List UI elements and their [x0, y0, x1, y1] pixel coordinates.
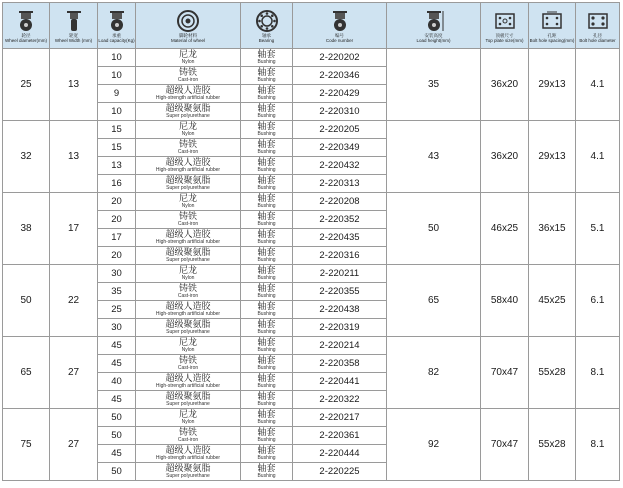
bearing-cell	[241, 337, 293, 355]
bearing-zh: 轴套	[257, 157, 276, 167]
table-row	[3, 265, 620, 283]
material-en: High-strength artificial rubber	[155, 455, 221, 461]
material-zh: 超级聚氨脂	[165, 175, 211, 185]
bearing-cell	[241, 157, 293, 175]
load-capacity-cell: 50	[98, 463, 136, 481]
material-zh: 尼龙	[178, 337, 197, 347]
hole-diameter-cell: 6.1	[576, 265, 620, 337]
bearing-zh: 轴套	[257, 193, 276, 203]
bearing-zh: 轴套	[257, 445, 276, 455]
bearing-cell	[241, 427, 293, 445]
bearing-en: Bushing	[257, 293, 276, 299]
hole-spacing-cell: 29x13	[529, 121, 576, 193]
top-plate-size-cell: 36x20	[481, 49, 529, 121]
bearing-cell	[241, 67, 293, 85]
plate-size-icon	[493, 9, 517, 33]
material-cell	[136, 319, 241, 337]
load-capacity-cell: 16	[98, 175, 136, 193]
material-zh: 尼龙	[178, 409, 197, 419]
code-number-cell: 2-220352	[293, 211, 387, 229]
wheel-width-cell: 13	[50, 121, 98, 193]
table-row	[3, 193, 620, 211]
bearing-zh: 轴套	[257, 301, 276, 311]
material-cell	[136, 337, 241, 355]
code-number-cell: 2-220202	[293, 49, 387, 67]
wheel-width-cell: 17	[50, 193, 98, 265]
load-capacity-cell: 40	[98, 373, 136, 391]
material-en: High-strength artificial rubber	[155, 95, 221, 101]
material-zh: 超级聚氨脂	[165, 391, 211, 401]
material-cell	[136, 103, 241, 121]
code-number-cell: 2-220441	[293, 373, 387, 391]
wheel-width-cell: 22	[50, 265, 98, 337]
material-en: Cast-iron	[177, 365, 199, 371]
material-zh: 铸铁	[178, 427, 197, 437]
spec-body	[3, 49, 620, 481]
bearing-cell	[241, 229, 293, 247]
bearing-zh: 轴套	[257, 391, 276, 401]
bearing-zh: 轴套	[257, 463, 276, 473]
caster-load-icon	[105, 9, 129, 33]
material-zh: 尼龙	[178, 265, 197, 275]
load-capacity-cell: 10	[98, 67, 136, 85]
hole-diameter-cell: 4.1	[576, 49, 620, 121]
code-number-cell: 2-220438	[293, 301, 387, 319]
bearing-en: Bushing	[257, 77, 276, 83]
header-wheel-width: 轮宽 Wheel Width (mm)	[50, 3, 98, 49]
material-cell	[136, 85, 241, 103]
bearing-zh: 轴套	[257, 319, 276, 329]
top-plate-size-cell: 70x47	[481, 337, 529, 409]
caster-front-icon	[62, 9, 86, 33]
bearing-zh: 轴套	[257, 103, 276, 113]
material-en: High-strength artificial rubber	[155, 239, 221, 245]
material-zh: 铸铁	[178, 355, 197, 365]
bearing-en: Bushing	[257, 95, 276, 101]
header-load-capacity: 承重 Load capacity(Kg)	[98, 3, 136, 49]
material-en: Nylon	[181, 419, 195, 425]
hole-diameter-cell: 8.1	[576, 409, 620, 481]
caster-height-icon	[422, 9, 446, 33]
material-zh: 超级聚氨脂	[165, 247, 211, 257]
bearing-cell	[241, 265, 293, 283]
material-cell	[136, 355, 241, 373]
material-zh: 超级人造胶	[165, 229, 211, 239]
material-en: Nylon	[181, 59, 195, 65]
material-en: Nylon	[181, 347, 195, 353]
wheel-width-cell: 27	[50, 409, 98, 481]
load-capacity-cell: 17	[98, 229, 136, 247]
material-cell	[136, 463, 241, 481]
material-cell	[136, 391, 241, 409]
bearing-zh: 轴套	[257, 67, 276, 77]
bearing-zh: 轴套	[257, 409, 276, 419]
bearing-en: Bushing	[257, 437, 276, 443]
load-height-cell: 35	[387, 49, 481, 121]
hole-diameter-icon	[586, 9, 610, 33]
bearing-en: Bushing	[257, 149, 276, 155]
code-number-cell: 2-220316	[293, 247, 387, 265]
code-number-cell: 2-220310	[293, 103, 387, 121]
load-capacity-cell: 10	[98, 103, 136, 121]
header-top-plate-size: 顶板尺寸 Top plate size(mm)	[481, 3, 529, 49]
material-en: High-strength artificial rubber	[155, 311, 221, 317]
code-number-cell: 2-220346	[293, 67, 387, 85]
code-number-cell: 2-220214	[293, 337, 387, 355]
material-zh: 超级人造胶	[165, 157, 211, 167]
material-zh: 超级聚氨脂	[165, 319, 211, 329]
material-cell	[136, 121, 241, 139]
hole-diameter-cell: 5.1	[576, 193, 620, 265]
bearing-en: Bushing	[257, 329, 276, 335]
bearing-cell	[241, 301, 293, 319]
bearing-zh: 轴套	[257, 247, 276, 257]
bearing-zh: 轴套	[257, 121, 276, 131]
top-plate-size-cell: 70x47	[481, 409, 529, 481]
code-number-cell: 2-220319	[293, 319, 387, 337]
wheel-icon	[176, 9, 200, 33]
material-cell	[136, 301, 241, 319]
header-code-number: 编号 Code number	[293, 3, 387, 49]
bearing-en: Bushing	[257, 419, 276, 425]
material-cell	[136, 49, 241, 67]
material-cell	[136, 445, 241, 463]
load-height-cell: 82	[387, 337, 481, 409]
code-number-cell: 2-220349	[293, 139, 387, 157]
material-en: High-strength artificial rubber	[155, 383, 221, 389]
material-cell	[136, 247, 241, 265]
bearing-en: Bushing	[257, 347, 276, 353]
table-row	[3, 121, 620, 139]
bearing-zh: 轴套	[257, 373, 276, 383]
load-capacity-cell: 35	[98, 283, 136, 301]
material-zh: 铸铁	[178, 211, 197, 221]
load-capacity-cell: 45	[98, 355, 136, 373]
material-cell	[136, 409, 241, 427]
header-load-height: 安装高度 Load height(mm)	[387, 3, 481, 49]
material-zh: 超级人造胶	[165, 373, 211, 383]
bearing-en: Bushing	[257, 167, 276, 173]
material-zh: 尼龙	[178, 49, 197, 59]
load-capacity-cell: 20	[98, 211, 136, 229]
code-number-cell: 2-220211	[293, 265, 387, 283]
hole-spacing-cell: 29x13	[529, 49, 576, 121]
bearing-cell	[241, 445, 293, 463]
table-row	[3, 409, 620, 427]
material-zh: 超级聚氨脂	[165, 103, 211, 113]
top-plate-size-cell: 58x40	[481, 265, 529, 337]
load-height-cell: 92	[387, 409, 481, 481]
bearing-en: Bushing	[257, 239, 276, 245]
material-cell	[136, 373, 241, 391]
material-en: Super polyurethane	[166, 185, 210, 191]
code-number-cell: 2-220208	[293, 193, 387, 211]
material-cell	[136, 229, 241, 247]
bearing-en: Bushing	[257, 455, 276, 461]
load-height-cell: 65	[387, 265, 481, 337]
load-capacity-cell: 15	[98, 121, 136, 139]
bearing-en: Bushing	[257, 59, 276, 65]
material-zh: 超级聚氨脂	[165, 463, 211, 473]
bearing-cell	[241, 49, 293, 67]
load-height-cell: 43	[387, 121, 481, 193]
table-row	[3, 49, 620, 67]
hole-spacing-cell: 36x15	[529, 193, 576, 265]
code-number-cell: 2-220322	[293, 391, 387, 409]
code-number-cell: 2-220355	[293, 283, 387, 301]
material-cell	[136, 67, 241, 85]
bearing-cell	[241, 103, 293, 121]
wheel-width-cell: 13	[50, 49, 98, 121]
top-plate-size-cell: 36x20	[481, 121, 529, 193]
material-en: High-strength artificial rubber	[155, 167, 221, 173]
load-capacity-cell: 45	[98, 445, 136, 463]
material-cell	[136, 427, 241, 445]
hole-spacing-icon	[540, 9, 564, 33]
header-row	[3, 3, 620, 49]
bearing-en: Bushing	[257, 221, 276, 227]
caster-side-icon	[14, 9, 38, 33]
load-capacity-cell: 50	[98, 427, 136, 445]
load-capacity-cell: 50	[98, 409, 136, 427]
material-cell	[136, 139, 241, 157]
code-number-cell: 2-220205	[293, 121, 387, 139]
wheel-diameter-cell: 75	[3, 409, 50, 481]
code-number-cell: 2-220444	[293, 445, 387, 463]
bearing-cell	[241, 319, 293, 337]
material-zh: 尼龙	[178, 193, 197, 203]
bearing-icon	[255, 9, 279, 33]
load-capacity-cell: 10	[98, 49, 136, 67]
material-cell	[136, 283, 241, 301]
header-wheel-diameter: 轮径 Wheel diameter(mm)	[3, 3, 50, 49]
wheel-diameter-cell: 38	[3, 193, 50, 265]
material-en: Super polyurethane	[166, 329, 210, 335]
bearing-en: Bushing	[257, 131, 276, 137]
caster-code-icon	[328, 9, 352, 33]
table-row	[3, 337, 620, 355]
bearing-cell	[241, 211, 293, 229]
material-en: Cast-iron	[177, 437, 199, 443]
material-en: Super polyurethane	[166, 257, 210, 263]
material-en: Cast-iron	[177, 149, 199, 155]
material-en: Super polyurethane	[166, 401, 210, 407]
bearing-zh: 轴套	[257, 211, 276, 221]
material-zh: 尼龙	[178, 121, 197, 131]
load-height-cell: 50	[387, 193, 481, 265]
bearing-zh: 轴套	[257, 283, 276, 293]
bearing-cell	[241, 247, 293, 265]
code-number-cell: 2-220435	[293, 229, 387, 247]
material-en: Cast-iron	[177, 293, 199, 299]
header-hole-spacing: 孔距 Bolt hole spacing(mm)	[529, 3, 576, 49]
bearing-zh: 轴套	[257, 85, 276, 95]
code-number-cell: 2-220429	[293, 85, 387, 103]
bearing-en: Bushing	[257, 113, 276, 119]
bearing-en: Bushing	[257, 383, 276, 389]
load-capacity-cell: 20	[98, 247, 136, 265]
bearing-cell	[241, 121, 293, 139]
hole-spacing-cell: 55x28	[529, 337, 576, 409]
code-number-cell: 2-220313	[293, 175, 387, 193]
bearing-en: Bushing	[257, 203, 276, 209]
header-bearing: 轴承 Bearing	[241, 3, 293, 49]
material-en: Super polyurethane	[166, 473, 210, 479]
code-number-cell: 2-220225	[293, 463, 387, 481]
load-capacity-cell: 30	[98, 265, 136, 283]
material-en: Super polyurethane	[166, 113, 210, 119]
bearing-en: Bushing	[257, 473, 276, 479]
hole-diameter-cell: 8.1	[576, 337, 620, 409]
material-en: Nylon	[181, 203, 195, 209]
code-number-cell: 2-220217	[293, 409, 387, 427]
bearing-cell	[241, 391, 293, 409]
wheel-width-cell: 27	[50, 337, 98, 409]
material-cell	[136, 211, 241, 229]
bearing-zh: 轴套	[257, 49, 276, 59]
material-zh: 超级人造胶	[165, 85, 211, 95]
bearing-cell	[241, 85, 293, 103]
bearing-cell	[241, 139, 293, 157]
bearing-zh: 轴套	[257, 175, 276, 185]
material-zh: 超级人造胶	[165, 445, 211, 455]
material-cell	[136, 157, 241, 175]
bearing-en: Bushing	[257, 311, 276, 317]
bearing-zh: 轴套	[257, 427, 276, 437]
material-en: Nylon	[181, 275, 195, 281]
code-number-cell: 2-220358	[293, 355, 387, 373]
bearing-en: Bushing	[257, 401, 276, 407]
code-number-cell: 2-220432	[293, 157, 387, 175]
bearing-cell	[241, 193, 293, 211]
bearing-en: Bushing	[257, 365, 276, 371]
wheel-diameter-cell: 50	[3, 265, 50, 337]
hole-spacing-cell: 45x25	[529, 265, 576, 337]
material-cell	[136, 193, 241, 211]
caster-spec-table	[2, 2, 620, 481]
bearing-cell	[241, 463, 293, 481]
material-zh: 超级人造胶	[165, 301, 211, 311]
bearing-zh: 轴套	[257, 337, 276, 347]
bearing-en: Bushing	[257, 185, 276, 191]
bearing-zh: 轴套	[257, 265, 276, 275]
code-number-cell: 2-220361	[293, 427, 387, 445]
load-capacity-cell: 30	[98, 319, 136, 337]
load-capacity-cell: 15	[98, 139, 136, 157]
material-cell	[136, 265, 241, 283]
hole-spacing-cell: 55x28	[529, 409, 576, 481]
load-capacity-cell: 9	[98, 85, 136, 103]
load-capacity-cell: 20	[98, 193, 136, 211]
bearing-en: Bushing	[257, 257, 276, 263]
bearing-zh: 轴套	[257, 355, 276, 365]
bearing-zh: 轴套	[257, 139, 276, 149]
bearing-cell	[241, 409, 293, 427]
bearing-en: Bushing	[257, 275, 276, 281]
bearing-cell	[241, 175, 293, 193]
load-capacity-cell: 25	[98, 301, 136, 319]
material-zh: 铸铁	[178, 283, 197, 293]
wheel-diameter-cell: 25	[3, 49, 50, 121]
wheel-diameter-cell: 65	[3, 337, 50, 409]
material-en: Cast-iron	[177, 221, 199, 227]
bearing-cell	[241, 355, 293, 373]
top-plate-size-cell: 46x25	[481, 193, 529, 265]
load-capacity-cell: 45	[98, 391, 136, 409]
bearing-cell	[241, 283, 293, 301]
material-cell	[136, 175, 241, 193]
load-capacity-cell: 13	[98, 157, 136, 175]
material-zh: 铸铁	[178, 139, 197, 149]
material-zh: 铸铁	[178, 67, 197, 77]
bearing-zh: 轴套	[257, 229, 276, 239]
hole-diameter-cell: 4.1	[576, 121, 620, 193]
header-hole-diameter: 孔径 Bolt hole diameter	[576, 3, 620, 49]
wheel-diameter-cell: 32	[3, 121, 50, 193]
bearing-cell	[241, 373, 293, 391]
header-material: 脚轮材料 Material of wheel	[136, 3, 241, 49]
material-en: Cast-iron	[177, 77, 199, 83]
load-capacity-cell: 45	[98, 337, 136, 355]
material-en: Nylon	[181, 131, 195, 137]
